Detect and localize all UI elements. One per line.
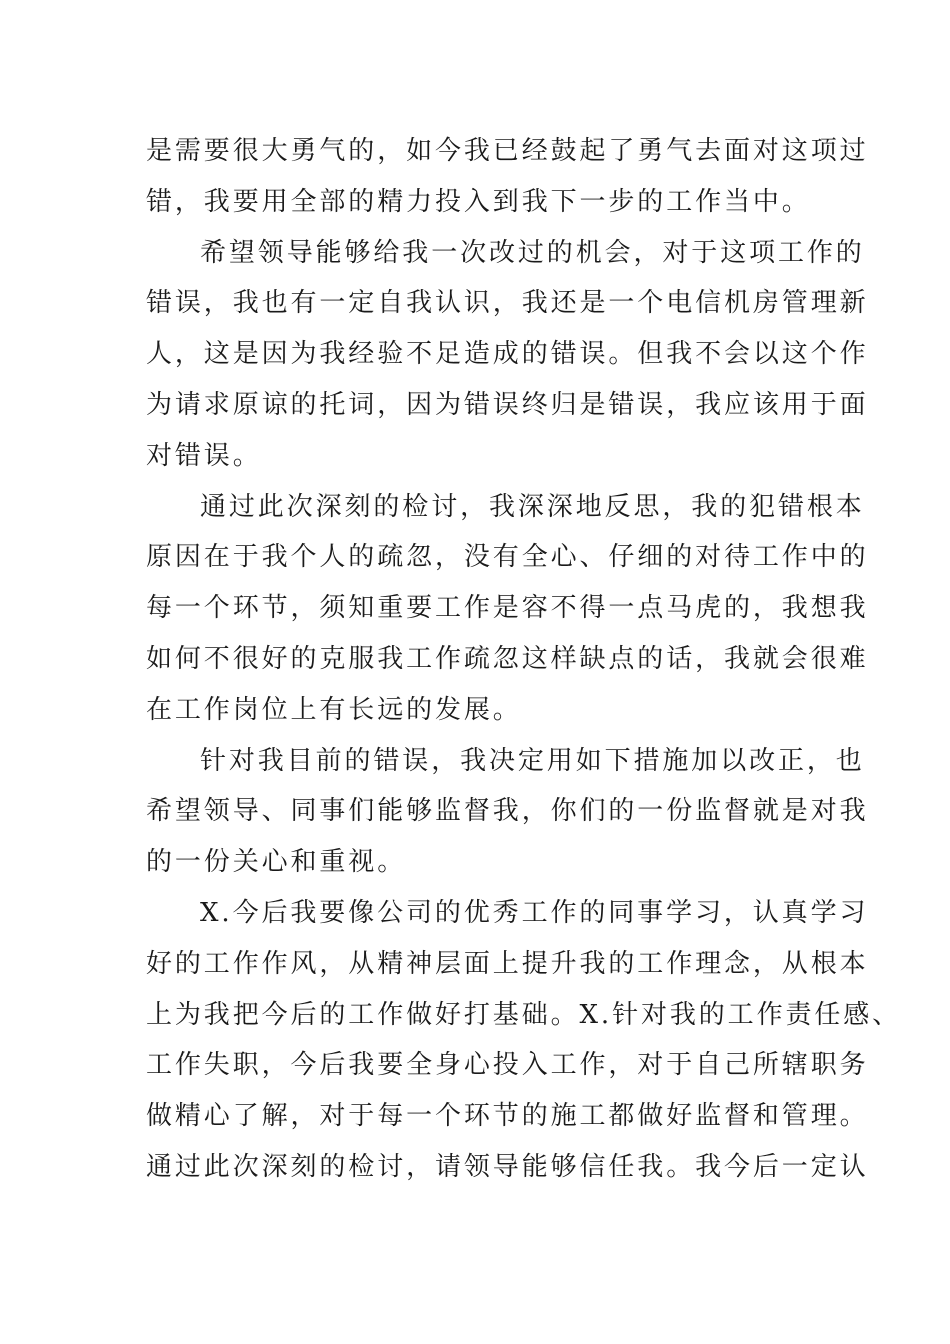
text-line: 上为我把今后的工作做好打基础。X.针对我的工作责任感、 [146, 999, 902, 1030]
text-line: 的一份关心和重视。 [146, 847, 407, 878]
text-line: 对错误。 [146, 440, 262, 471]
text-line: 为请求原谅的托词，因为错误终归是错误，我应该用于面 [146, 389, 869, 420]
text-line: 是需要很大勇气的，如今我已经鼓起了勇气去面对这项过 [146, 136, 869, 166]
paragraph-start-line: X.今后我要像公司的优秀工作的同事学习，认真学习 [200, 897, 869, 928]
text-line: 希望领导、同事们能够监督我，你们的一份监督就是对我 [146, 796, 869, 827]
text-line: 错误，我也有一定自我认识，我还是一个电信机房管理新 [146, 288, 869, 319]
text-line: 人，这是因为我经验不足造成的错误。但我不会以这个作 [146, 339, 869, 370]
text-line: 好的工作作风，从精神层面上提升我的工作理念，从根本 [146, 948, 869, 979]
paragraph-start-line: 通过此次深刻的检讨，我深深地反思，我的犯错根本 [200, 491, 865, 522]
text-line: 每一个环节，须知重要工作是容不得一点马虎的，我想我 [146, 593, 869, 624]
text-line: 工作失职，今后我要全身心投入工作，对于自己所辖职务 [146, 1050, 869, 1081]
paragraph-start-line: 希望领导能够给我一次改过的机会，对于这项工作的 [200, 237, 865, 268]
text-line: 错，我要用全部的精力投入到我下一步的工作当中。 [146, 186, 811, 217]
text-line: 做精心了解，对于每一个环节的施工都做好监督和管理。 [146, 1101, 869, 1132]
text-line: 通过此次深刻的检讨，请领导能够信任我。我今后一定认 [146, 1151, 869, 1182]
document-body [146, 126, 902, 1193]
paragraph-start-line: 针对我目前的错误，我决定用如下措施加以改正，也 [200, 745, 865, 776]
text-line: 在工作岗位上有长远的发展。 [146, 694, 522, 725]
text-line: 如何不很好的克服我工作疏忽这样缺点的话，我就会很难 [146, 643, 869, 674]
text-line: 原因在于我个人的疏忽，没有全心、仔细的对待工作中的 [146, 542, 869, 573]
